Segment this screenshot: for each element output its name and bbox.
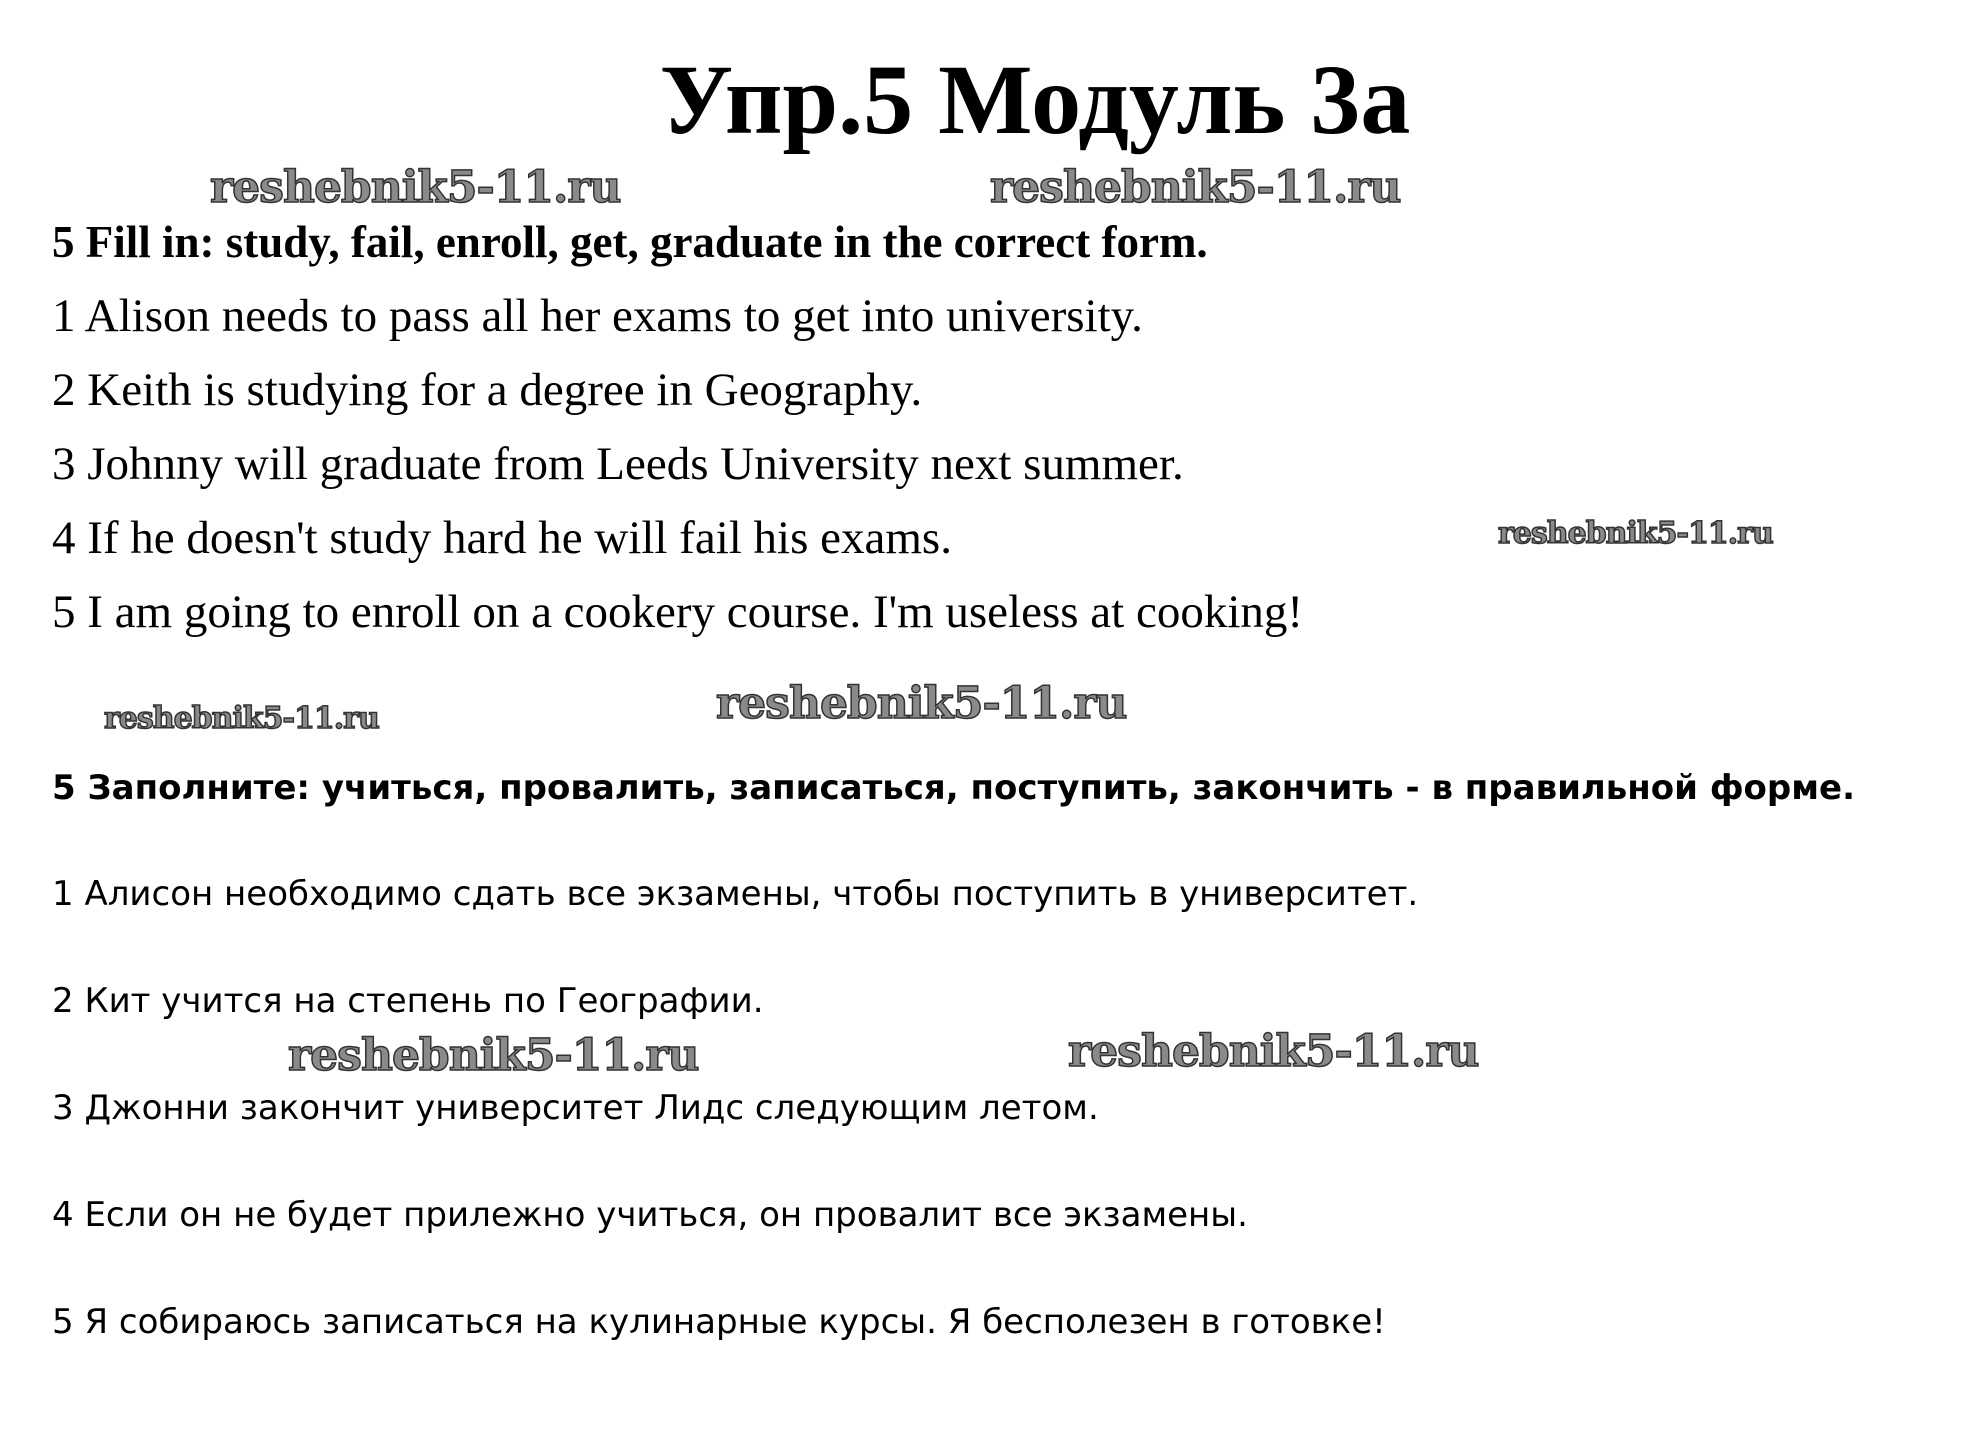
watermark: reshebnik5-11.ru [990,162,1401,213]
russian-sentence: 3 Джонни закончит университет Лидс следующим летом. [52,1088,1099,1128]
watermark: reshebnik5-11.ru [288,1030,699,1081]
russian-sentence: 1 Алисон необходимо сдать все экзамены, чтобы поступить в университет. [52,874,1419,914]
page-title: Упр.5 Модуль 3а [659,44,1411,155]
english-sentence: 3 Johnny will graduate from Leeds University next summer. [52,438,1184,490]
watermark: reshebnik5-11.ru [1498,516,1773,551]
watermark: reshebnik5-11.ru [1068,1026,1479,1077]
english-sentence: 2 Keith is studying for a degree in Geography. [52,364,923,416]
russian-exercise-heading: 5 Заполните: учиться, провалить, записаться, поступить, закончить - в правильной форме. [52,768,1856,808]
watermark: reshebnik5-11.ru [104,701,379,736]
russian-sentence: 2 Кит учится на степень по Географии. [52,981,764,1021]
watermark: reshebnik5-11.ru [716,678,1127,729]
russian-sentence: 5 Я собираюсь записаться на кулинарные курсы. Я бесполезен в готовке! [52,1302,1386,1342]
english-sentence: 5 I am going to enroll on a cookery course. I'm useless at cooking! [52,586,1304,638]
english-sentence: 1 Alison needs to pass all her exams to get into university. [52,290,1143,342]
watermark: reshebnik5-11.ru [210,162,621,213]
russian-sentence: 4 Если он не будет прилежно учиться, он провалит все экзамены. [52,1195,1248,1235]
english-exercise-heading: 5 Fill in: study, fail, enroll, get, graduate in the correct form. [52,217,1208,267]
english-sentence: 4 If he doesn't study hard he will fail his exams. [52,512,952,564]
